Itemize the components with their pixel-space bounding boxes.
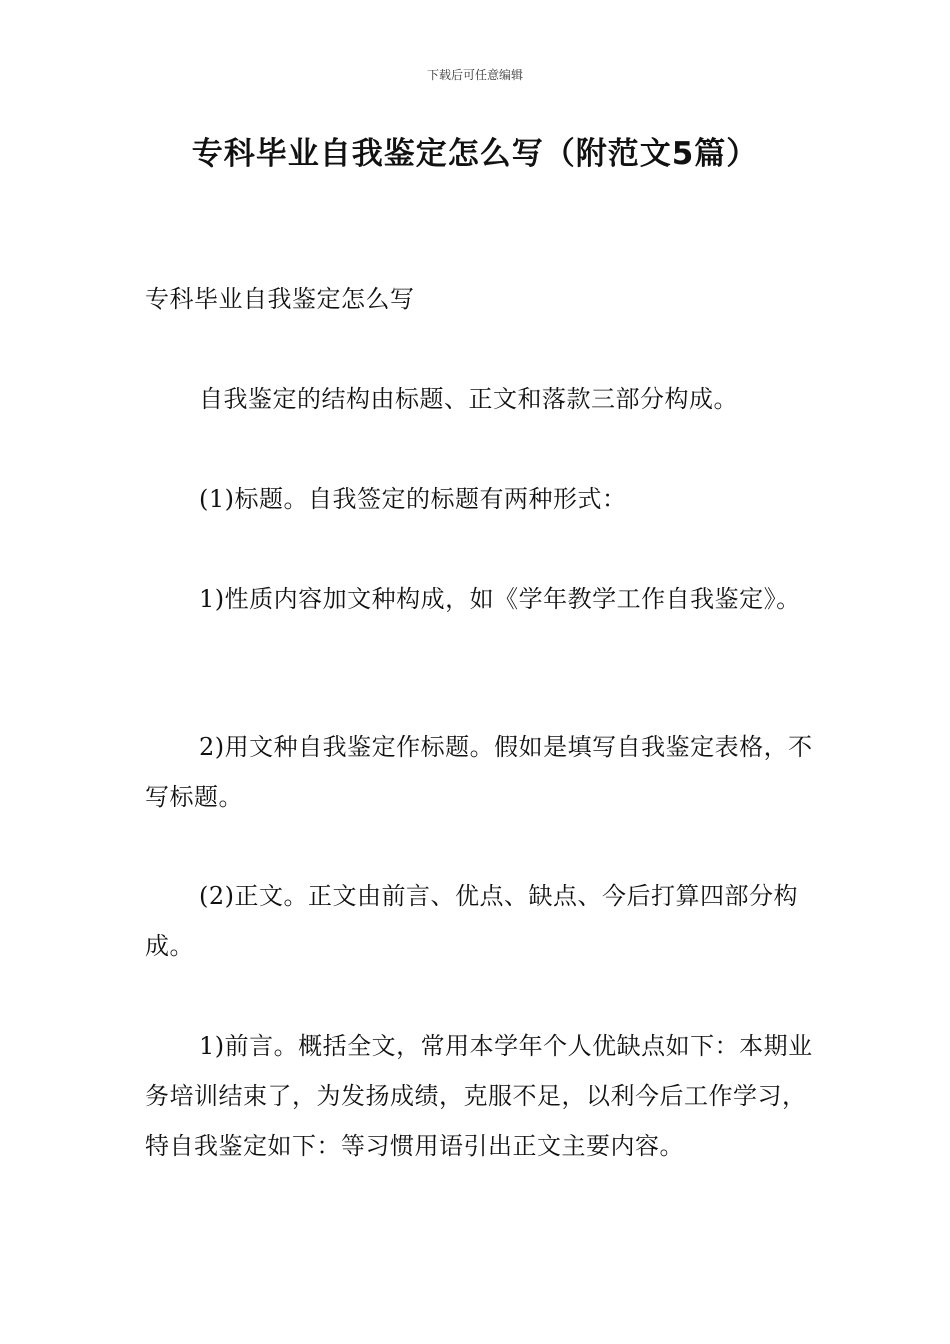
document-title: 专科毕业自我鉴定怎么写（附范文5篇） <box>191 136 759 172</box>
header-note: 下载后可任意编辑 <box>426 68 523 82</box>
section-heading: 专科毕业自我鉴定怎么写 <box>145 285 415 313</box>
paragraph-title-form-1: 1)性质内容加文种构成，如《学年教学工作自我鉴定》。 <box>199 585 801 613</box>
paragraph-preface: 1)前言。概括全文，常用本学年个人优缺点如下：本期业务培训结束了，为发扬成绩，克服不足，以利今后工作学习，特自我鉴定如下：等习惯用语引出正文主要内容。 <box>145 1032 813 1160</box>
paragraph-body-section: (2)正文。正文由前言、优点、缺点、今后打算四部分构成。 <box>145 882 798 960</box>
paragraph-title-forms: (1)标题。自我签定的标题有两种形式： <box>199 485 627 513</box>
paragraph-title-form-2: 2)用文种自我鉴定作标题。假如是填写自我鉴定表格，不写标题。 <box>145 733 813 811</box>
paragraph-structure: 自我鉴定的结构由标题、正文和落款三部分构成。 <box>199 385 738 413</box>
